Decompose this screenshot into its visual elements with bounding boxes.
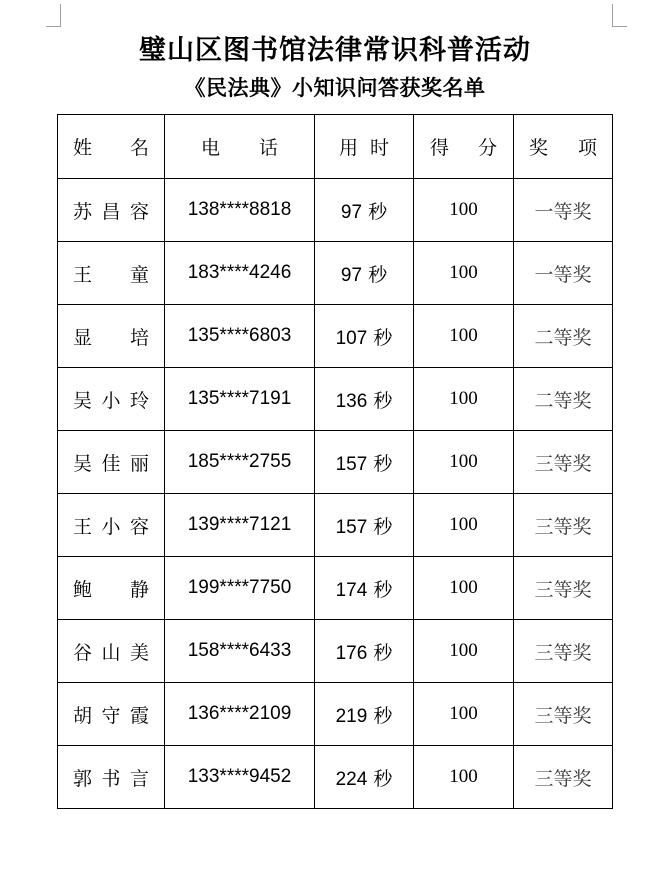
cell-name (58, 557, 165, 620)
cell-award (514, 746, 613, 809)
cell-time (315, 305, 414, 368)
cell-time (315, 368, 414, 431)
winner-phone: 139****7121 (187, 514, 292, 535)
cell-name (58, 683, 165, 746)
winner-name: 郭 书 言 (73, 767, 149, 790)
winners-table (57, 114, 613, 809)
page-corner-mark-right (612, 4, 627, 27)
winner-time-unit: 秒 (373, 767, 393, 790)
cell-award (514, 431, 613, 494)
cell-score (414, 179, 514, 242)
winner-name: 吴 佳 丽 (73, 452, 149, 475)
cell-phone (165, 746, 315, 809)
cell-score (414, 746, 514, 809)
cell-name (58, 368, 165, 431)
table-header-row (58, 115, 613, 179)
winner-phone: 135****6803 (187, 325, 292, 346)
winner-time-unit: 秒 (373, 704, 393, 727)
cell-award (514, 557, 613, 620)
winner-award: 二等奖 (534, 389, 592, 412)
cell-phone (165, 179, 315, 242)
cell-time (315, 746, 414, 809)
cell-score (414, 368, 514, 431)
winner-phone: 199****7750 (187, 577, 292, 598)
document-subtitle: 《民法典》小知识问答获奖名单 (184, 75, 486, 100)
winner-phone: 138****8818 (187, 199, 292, 220)
cell-time (315, 683, 414, 746)
header-time-text: 用 时 (339, 137, 389, 159)
cell-time (315, 494, 414, 557)
winner-name: 吴 小 玲 (73, 389, 149, 412)
cell-name (58, 494, 165, 557)
winner-time-value: 176 (335, 642, 368, 664)
cell-name (58, 179, 165, 242)
winner-phone: 136****2109 (187, 703, 292, 724)
winner-award: 三等奖 (534, 767, 592, 790)
cell-award (514, 494, 613, 557)
winner-phone: 183****4246 (187, 262, 292, 283)
winner-time-unit: 秒 (373, 326, 393, 349)
winner-time-value: 174 (335, 579, 368, 601)
winner-phone: 158****6433 (187, 640, 292, 661)
cell-award (514, 179, 613, 242)
cell-phone (165, 368, 315, 431)
winner-time-value: 107 (335, 327, 368, 349)
table-row (58, 179, 613, 242)
cell-score (414, 494, 514, 557)
winner-name: 显 培 (73, 326, 149, 349)
cell-score (414, 557, 514, 620)
cell-phone (165, 494, 315, 557)
winner-name: 胡 守 霞 (73, 704, 149, 727)
header-phone-text: 电 话 (201, 137, 278, 159)
winner-time-value: 97 (340, 264, 363, 286)
table-row (58, 431, 613, 494)
winner-score: 100 (449, 703, 478, 724)
winner-score: 100 (449, 262, 478, 283)
winner-time-unit: 秒 (373, 452, 393, 475)
winner-name: 王 小 容 (73, 515, 149, 538)
cell-name (58, 242, 165, 305)
cell-award (514, 620, 613, 683)
winner-score: 100 (449, 640, 478, 661)
header-award (514, 115, 613, 179)
document-title: 璧山区图书馆法律常识科普活动 (139, 35, 531, 66)
winner-award: 三等奖 (534, 515, 592, 538)
winner-time-unit: 秒 (373, 515, 393, 538)
table-row (58, 368, 613, 431)
cell-score (414, 242, 514, 305)
winner-time-unit: 秒 (373, 389, 393, 412)
winner-phone: 135****7191 (187, 388, 292, 409)
winner-score: 100 (449, 577, 478, 598)
cell-time (315, 179, 414, 242)
table-row (58, 242, 613, 305)
winner-time-unit: 秒 (368, 200, 388, 223)
header-time (315, 115, 414, 179)
cell-name (58, 305, 165, 368)
winner-time-value: 157 (335, 516, 368, 538)
winner-award: 一等奖 (534, 200, 592, 223)
cell-name (58, 620, 165, 683)
winner-score: 100 (449, 514, 478, 535)
winner-time-unit: 秒 (368, 263, 388, 286)
page-corner-mark-left (46, 4, 61, 27)
winner-award: 三等奖 (534, 452, 592, 475)
cell-time (315, 242, 414, 305)
header-phone (165, 115, 315, 179)
cell-score (414, 431, 514, 494)
winner-award: 三等奖 (534, 641, 592, 664)
table-row (58, 557, 613, 620)
cell-award (514, 368, 613, 431)
winner-score: 100 (449, 388, 478, 409)
header-score (414, 115, 514, 179)
cell-score (414, 683, 514, 746)
table-row (58, 305, 613, 368)
table-row (58, 494, 613, 557)
winner-time-unit: 秒 (373, 578, 393, 601)
winner-time-unit: 秒 (373, 641, 393, 664)
table-row (58, 746, 613, 809)
winner-time-value: 157 (335, 453, 368, 475)
winner-score: 100 (449, 199, 478, 220)
header-name-text: 姓 名 (73, 137, 149, 159)
cell-award (514, 242, 613, 305)
cell-time (315, 620, 414, 683)
cell-time (315, 431, 414, 494)
cell-phone (165, 305, 315, 368)
header-score-text: 得 分 (430, 137, 497, 159)
winner-score: 100 (449, 766, 478, 787)
cell-name (58, 431, 165, 494)
winner-name: 王 童 (73, 263, 149, 286)
winner-name: 鲍 静 (73, 578, 149, 601)
winner-name: 谷 山 美 (73, 641, 149, 664)
cell-phone (165, 431, 315, 494)
cell-phone (165, 683, 315, 746)
header-name (58, 115, 165, 179)
cell-award (514, 305, 613, 368)
winner-time-value: 219 (335, 705, 368, 727)
winner-award: 二等奖 (534, 326, 592, 349)
cell-score (414, 305, 514, 368)
cell-phone (165, 620, 315, 683)
cell-time (315, 557, 414, 620)
cell-name (58, 746, 165, 809)
winner-score: 100 (449, 325, 478, 346)
winner-score: 100 (449, 451, 478, 472)
winner-time-value: 136 (335, 390, 368, 412)
table-body (58, 179, 613, 809)
winner-time-value: 224 (335, 768, 368, 790)
winner-award: 一等奖 (534, 263, 592, 286)
cell-phone (165, 557, 315, 620)
winner-award: 三等奖 (534, 578, 592, 601)
winner-phone: 185****2755 (187, 451, 292, 472)
winner-name: 苏 昌 容 (73, 200, 149, 223)
table-row (58, 683, 613, 746)
winner-award: 三等奖 (534, 704, 592, 727)
cell-award (514, 683, 613, 746)
cell-score (414, 620, 514, 683)
cell-phone (165, 242, 315, 305)
winner-phone: 133****9452 (187, 766, 292, 787)
header-award-text: 奖 项 (529, 137, 597, 159)
table-row (58, 620, 613, 683)
winner-time-value: 97 (340, 201, 363, 223)
